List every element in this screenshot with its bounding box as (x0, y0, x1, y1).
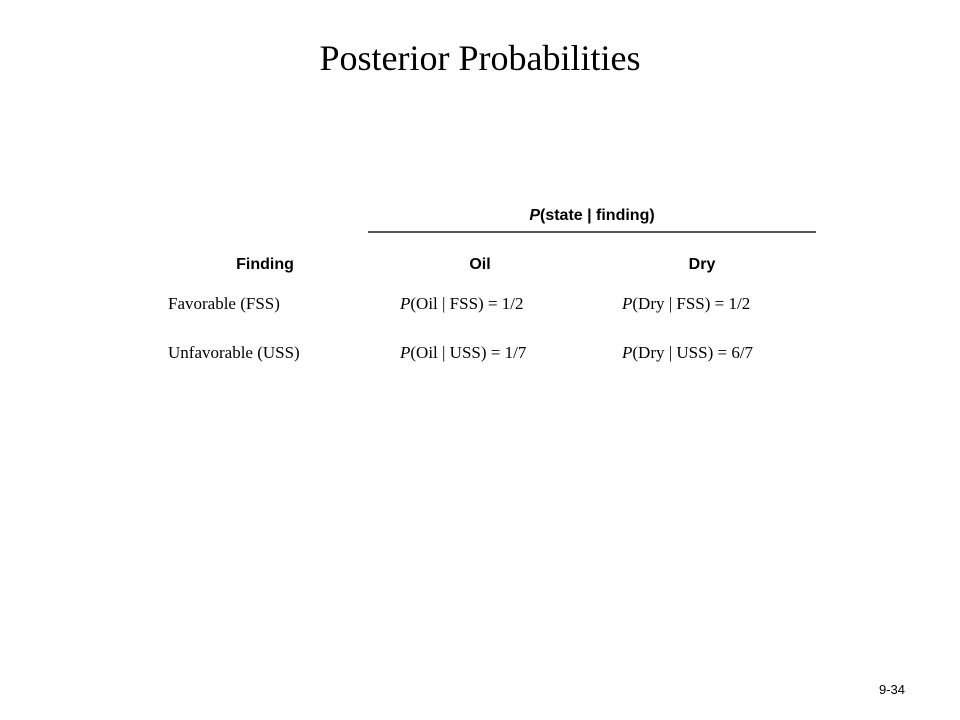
group-header-posterior (368, 204, 816, 228)
group-header-p: P (529, 207, 540, 224)
prob-symbol: P (622, 343, 633, 362)
row-unfavorable-finding: Unfavorable (USS) (168, 343, 300, 362)
row-favorable-finding: Favorable (FSS) (168, 294, 280, 313)
row-favorable-oil (400, 292, 524, 316)
prob-symbol: P (400, 294, 411, 313)
prob-expression: (Dry | FSS) = 1/2 (632, 294, 751, 313)
row-favorable-dry (622, 292, 750, 316)
prob-expression: (Oil | USS) = 1/7 (410, 343, 527, 362)
page-number: 9-34 (878, 682, 905, 697)
prob-expression: (Dry | USS) = 6/7 (632, 343, 754, 362)
column-header-oil: Oil (469, 256, 491, 273)
column-header-finding: Finding (236, 256, 294, 273)
group-header-text: (state | finding) (539, 207, 655, 224)
column-header-dry: Dry (688, 256, 716, 273)
group-header-rule (368, 231, 816, 233)
prob-symbol: P (622, 294, 633, 313)
prob-expression: (Oil | FSS) = 1/2 (410, 294, 524, 313)
row-unfavorable-dry (622, 341, 753, 365)
prob-symbol: P (400, 343, 411, 362)
slide-title: Posterior Probabilities (319, 38, 641, 78)
row-unfavorable-oil (400, 341, 526, 365)
